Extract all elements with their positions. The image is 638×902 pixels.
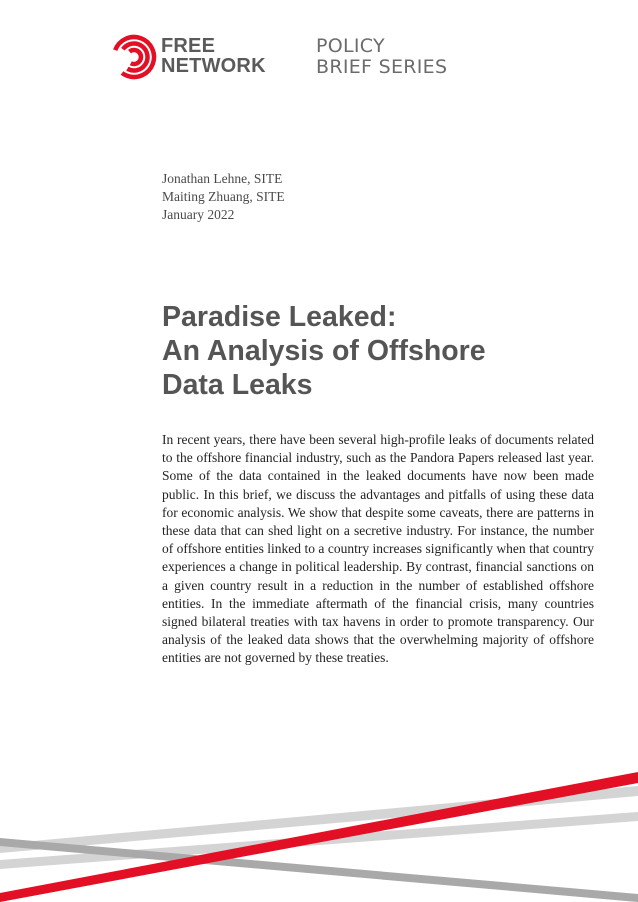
dark-gray-stripe	[0, 838, 638, 902]
series-label	[316, 36, 447, 78]
series-line-1: POLICY	[316, 35, 385, 57]
logo-wordmark	[161, 36, 266, 76]
title-line-2: An Analysis of Offshore	[162, 335, 486, 367]
title-line-3: Data Leaks	[162, 369, 313, 401]
title-line-1: Paradise Leaked:	[162, 301, 397, 333]
logo-line-2: NETWORK	[161, 55, 266, 77]
publication-date: January 2022	[162, 207, 235, 222]
free-network-logo-icon	[111, 34, 157, 80]
page-title	[162, 300, 602, 402]
author-2: Maiting Zhuang, SITE	[162, 189, 285, 204]
abstract-paragraph: In recent years, there have been several high-profile leaks of documents related to the offshore financial industry, such as the Pandora Papers released last year. Some of the data contained in the leaked documents have now been made public. In this brief, we discuss the advantages and pitfalls of using these data for economic analysis. We show that despite some caveats, there are patterns in these data that can shed light on a secretive industry. For instance, the number of offshore entities linked to a country increases significantly when that country experiences a change in political leadership. By contrast, financial sanctions on a given country result in a reduction in the number of established offshore entities. In the immediate aftermath of the financial crisis, many countries signed bilateral treaties with tax havens in order to promote transparency. Our analysis of the leaked data shows that the overwhelming majority of offshore entities are not governed by these treaties.	[162, 432, 594, 666]
header	[111, 34, 531, 84]
author-1: Jonathan Lehne, SITE	[162, 171, 283, 186]
series-line-2: BRIEF SERIES	[316, 56, 448, 78]
decorative-stripes	[0, 760, 638, 902]
author-block	[162, 170, 285, 224]
logo-line-1: FREE	[161, 35, 216, 57]
